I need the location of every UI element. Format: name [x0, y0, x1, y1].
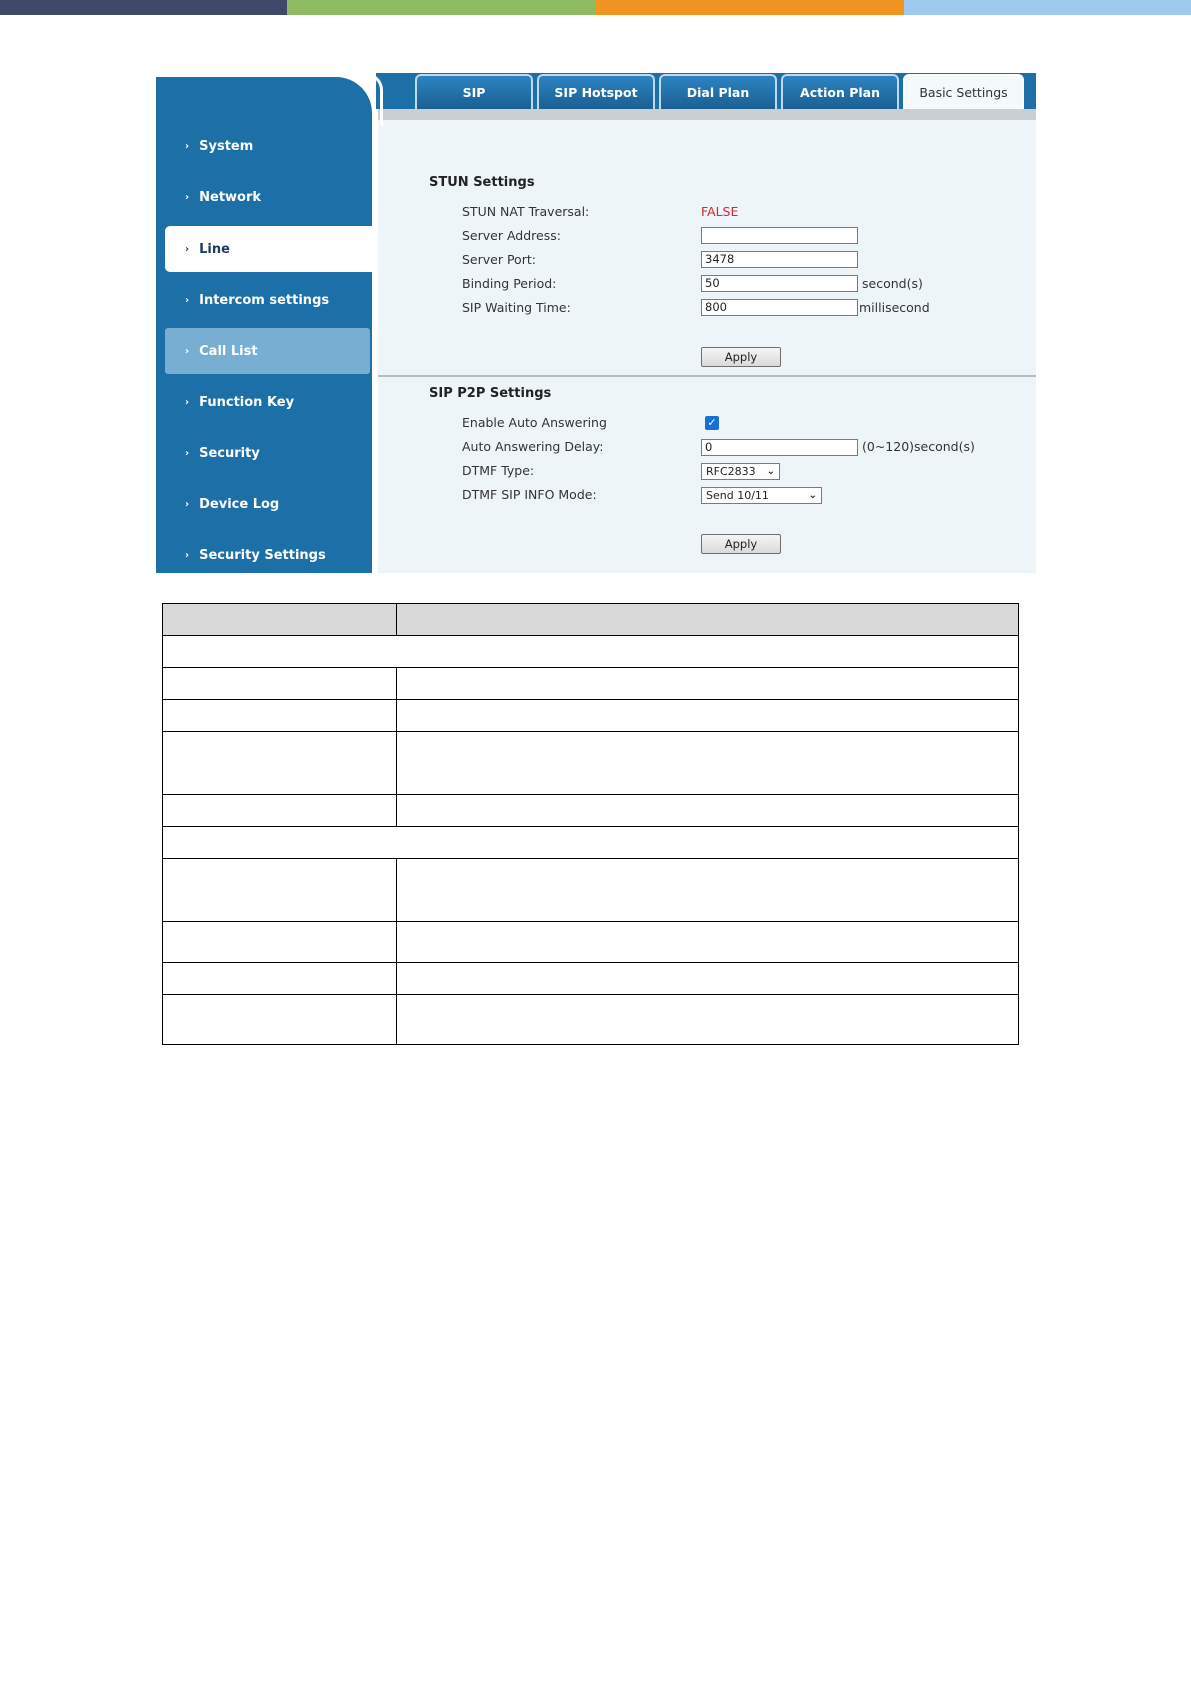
table-row: [163, 859, 1019, 922]
tab-action-plan[interactable]: Action Plan: [781, 74, 899, 109]
table-cell: [163, 636, 1019, 668]
auto-answering-delay-unit: (0~120)second(s): [862, 439, 975, 454]
sidebar-item-intercom-settings[interactable]: [156, 277, 372, 323]
stripe-segment-3: [596, 0, 904, 15]
server-address-input[interactable]: [701, 227, 858, 244]
chevron-right-icon: ›: [185, 396, 190, 408]
sidebar-item-line[interactable]: [165, 226, 372, 272]
table-header-cell: [163, 604, 397, 636]
sidebar-item-network[interactable]: [156, 174, 372, 220]
tab-sip-hotspot[interactable]: SIP Hotspot: [537, 74, 655, 109]
auto-answering-delay-input[interactable]: 0: [701, 439, 858, 456]
web-ui-screenshot: [156, 73, 1036, 573]
sidebar-item-label: Security: [199, 445, 260, 461]
table-cell: [397, 963, 1019, 995]
sidebar-item-system[interactable]: [156, 123, 372, 169]
table-header-cell: [397, 604, 1019, 636]
dtmf-sip-info-mode-select[interactable]: [701, 487, 822, 504]
table-row: [163, 795, 1019, 827]
table-cell: [397, 922, 1019, 963]
table-cell: [163, 963, 397, 995]
sidebar-item-label: Line: [199, 241, 230, 257]
auto-answering-delay-label: Auto Answering Delay:: [462, 439, 604, 454]
table-row: [163, 963, 1019, 995]
sidebar-item-label: Call List: [199, 343, 258, 359]
sidebar-item-label: Security Settings: [199, 547, 326, 563]
table-cell: [163, 922, 397, 963]
binding-period-input[interactable]: 50: [701, 275, 858, 292]
table-row: [163, 700, 1019, 732]
binding-period-label: Binding Period:: [462, 276, 557, 291]
binding-period-unit: second(s): [862, 276, 923, 291]
server-port-label: Server Port:: [462, 252, 536, 267]
sidebar-item-label: Network: [199, 189, 262, 205]
chevron-right-icon: ›: [185, 549, 190, 561]
server-address-label: Server Address:: [462, 228, 561, 243]
table-cell: [397, 795, 1019, 827]
p2p-apply-button[interactable]: Apply: [701, 534, 781, 554]
stun-apply-button[interactable]: Apply: [701, 347, 781, 367]
stripe-segment-2: [287, 0, 596, 15]
table-row: [163, 995, 1019, 1045]
table-cell: [163, 795, 397, 827]
tab-dial-plan[interactable]: Dial Plan: [659, 74, 777, 109]
stun-nat-traversal-label: STUN NAT Traversal:: [462, 204, 590, 219]
dtmf-type-value: RFC2833: [706, 465, 756, 478]
section-divider: [378, 375, 1036, 377]
table-cell: [163, 700, 397, 732]
stun-settings-title: STUN Settings: [429, 175, 535, 190]
enable-auto-answering-label: Enable Auto Answering: [462, 415, 607, 430]
table-cell: [163, 859, 397, 922]
sidebar-curve: [366, 73, 383, 126]
sidebar-item-label: Device Log: [199, 496, 280, 512]
dtmf-sip-info-mode-value: Send 10/11: [706, 489, 769, 502]
tab-basic-settings[interactable]: Basic Settings: [903, 74, 1024, 109]
chevron-down-icon: ⌄: [766, 466, 775, 477]
table-row: [163, 636, 1019, 668]
sidebar-item-label: Function Key: [199, 394, 295, 410]
sip-waiting-time-label: SIP Waiting Time:: [462, 300, 571, 315]
sidebar-item-function-key[interactable]: [156, 379, 372, 425]
chevron-right-icon: ›: [185, 447, 190, 459]
sidebar-item-security-settings[interactable]: [156, 532, 372, 573]
parameter-table: [162, 603, 1019, 1045]
table-cell: [397, 995, 1019, 1045]
table-row: [163, 668, 1019, 700]
sidebar-item-label: Intercom settings: [199, 292, 330, 308]
dtmf-sip-info-mode-label: DTMF SIP INFO Mode:: [462, 487, 597, 502]
dtmf-type-label: DTMF Type:: [462, 463, 535, 478]
table-row: [163, 732, 1019, 795]
chevron-down-icon: ⌄: [808, 490, 817, 501]
enable-auto-answering-checkbox[interactable]: ✓: [705, 416, 719, 430]
chevron-right-icon: ›: [185, 498, 190, 510]
table-cell: [163, 995, 397, 1045]
stun-nat-traversal-value: FALSE: [701, 204, 739, 219]
chevron-right-icon: ›: [185, 243, 190, 255]
table-cell: [397, 732, 1019, 795]
stripe-segment-1: [0, 0, 287, 15]
chevron-right-icon: ›: [185, 345, 190, 357]
sip-p2p-settings-title: SIP P2P Settings: [429, 386, 552, 401]
sidebar-item-device-log[interactable]: [156, 481, 372, 527]
chevron-right-icon: ›: [185, 191, 190, 203]
sidebar-item-label: System: [199, 138, 254, 154]
tab-sip[interactable]: SIP: [415, 74, 533, 109]
chevron-right-icon: ›: [185, 140, 190, 152]
table-cell: [163, 732, 397, 795]
table-cell: [397, 859, 1019, 922]
top-color-stripe: [0, 0, 1191, 15]
dtmf-type-select[interactable]: [701, 463, 780, 480]
sidebar-item-security[interactable]: [156, 430, 372, 476]
table-header-row: [163, 604, 1019, 636]
server-port-input[interactable]: 3478: [701, 251, 858, 268]
stripe-segment-4: [904, 0, 1191, 15]
sip-waiting-time-input[interactable]: 800: [701, 299, 858, 316]
table-cell: [397, 668, 1019, 700]
table-cell: [163, 668, 397, 700]
table-row: [163, 922, 1019, 963]
chevron-right-icon: ›: [185, 294, 190, 306]
table-row: [163, 827, 1019, 859]
table-cell: [163, 827, 1019, 859]
content-header-strip: [378, 109, 1036, 120]
sip-waiting-time-unit: millisecond: [859, 300, 930, 315]
sidebar-item-call-list[interactable]: [165, 328, 370, 374]
table-cell: [397, 700, 1019, 732]
